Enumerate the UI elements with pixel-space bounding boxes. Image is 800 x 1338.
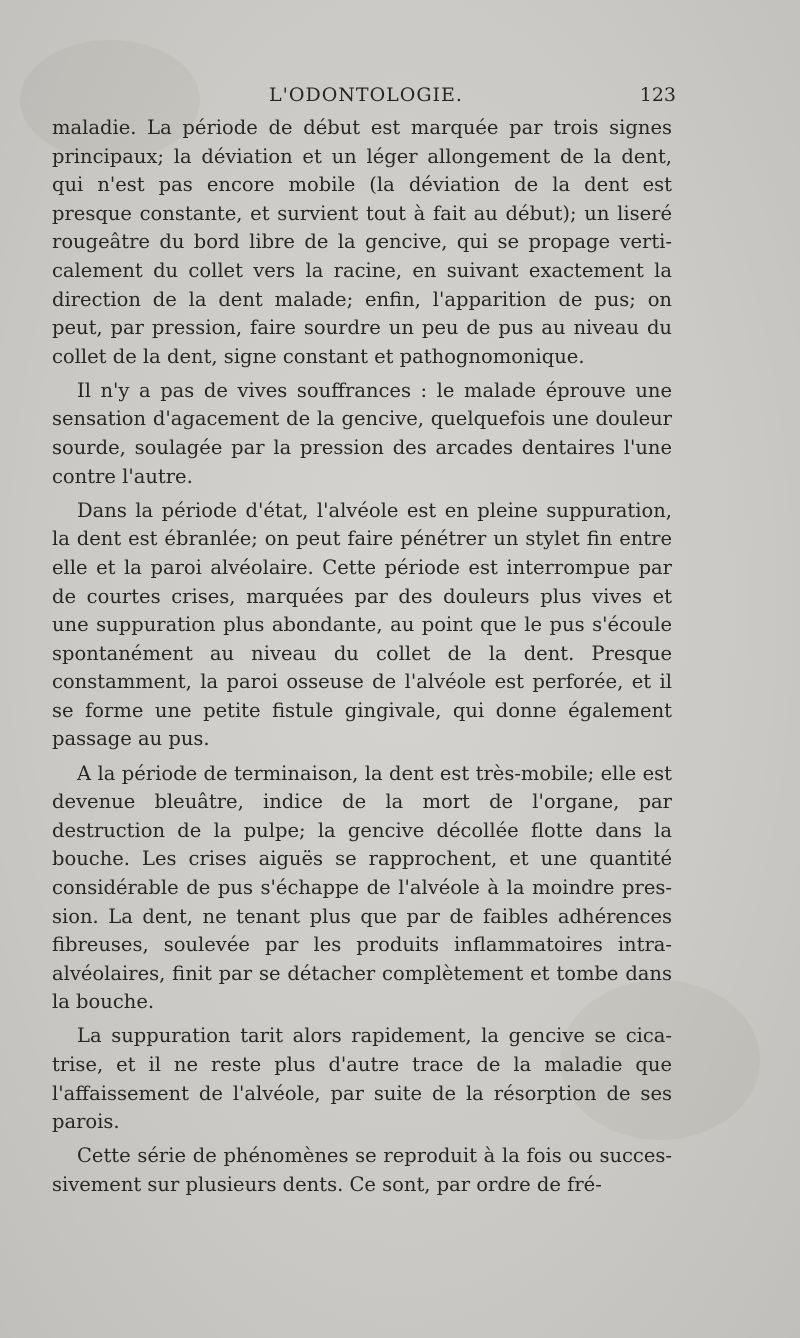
page-number: 123	[639, 84, 676, 106]
page-header	[56, 80, 676, 110]
paragraph: Dans la période d'état, l'alvéole est en pleine suppuration, la dent est ébranlée; on peut faire pénétrer un stylet fin entre elle et la paroi alvéolaire. Cette période est interrompue par de courtes crises, marquées par des douleurs plus vives et une suppuration plus abondante, au point que le pus s'écoule spontanément au niveau du collet de la dent. Presque constamment, la paroi osseuse de l'alvéole est perforée, et il se forme une petite fistule gingivale, qui donne également passage au pus.	[52, 498, 672, 751]
paragraph: maladie. La période de début est marquée par trois signes principaux; la déviation et un léger allongement de la dent, qui n'est pas encore mobile (la déviation de la dent est presque constante, et survient tout à fait au début); un liseré rougeâtre du bord libre de la gencive, qui se propage verticalement du collet vers la racine, en suivant exactement la direction de la dent malade; enfin, l'apparition de pus; on peut, par pression, faire sourdre un peu de pus au niveau du collet de la dent, signe constant et pathognomonique.	[52, 116, 672, 368]
body-text	[52, 114, 672, 1205]
paragraph: Cette série de phénomènes se reproduit à la fois ou successivement sur plusieurs dents. Ce sont, par ordre de fré-	[52, 1144, 672, 1196]
paragraph: A la période de terminaison, la dent est très-mobile; elle est devenue bleuâtre, indice de la mort de l'organe, par destruction de la pulpe; la gencive décollée flotte dans la bouche. Les crises aiguës se rapprochent, et une quantité considérable de pus s'échappe de l'alvéole à la moindre pression. La dent, ne tenant plus que par de faibles adhérences fibreuses, soulevée par les produits inflammatoires intraalvéolaires, finit par se détacher complètement et tombe dans la bouche.	[52, 761, 672, 1014]
running-title: L'ODONTOLOGIE.	[269, 84, 463, 106]
paragraph: La suppuration tarit alors rapidement, la gencive se cicatrise, et il ne reste plus d'autre trace de la maladie que l'affaissement de l'alvéole, par suite de la résorption de ses parois.	[52, 1024, 672, 1134]
paragraph: Il n'y a pas de vives souffrances : le malade éprouve une sensation d'agacement de la gencive, quelquefois une douleur sourde, soulagée par la pression des arcades dentaires l'une contre l'autre.	[52, 378, 672, 488]
